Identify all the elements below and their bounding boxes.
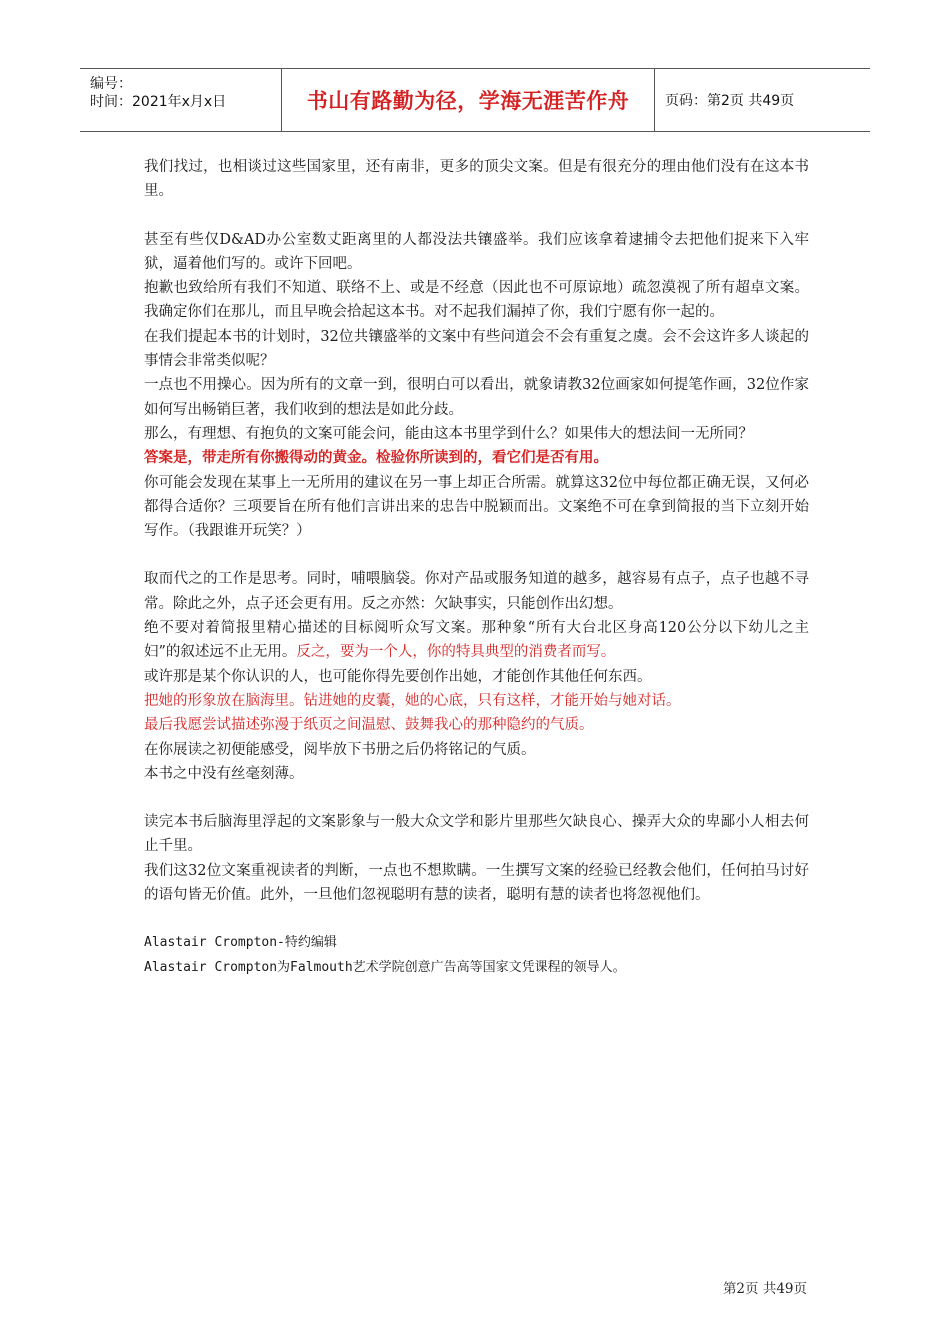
paragraph-text: 最后我愿尝试描述弥漫于纸页之间温慰、鼓舞我心的那种隐约的气质。 xyxy=(144,717,594,734)
body-paragraph xyxy=(144,616,809,665)
body-paragraph xyxy=(144,931,809,955)
header-meta-cell xyxy=(80,69,282,131)
paragraph-text: 把她的形象放在脑海里。钻进她的皮囊，她的心底，只有这样，才能开始与她对话。 xyxy=(144,692,681,709)
body-paragraph xyxy=(144,762,809,786)
paragraph-text: Alastair Crompton-特约编辑 xyxy=(144,935,337,951)
body-paragraph xyxy=(144,689,809,713)
body-paragraph xyxy=(144,713,809,737)
header-motto: 书山有路勤为径，学海无涯苦作舟 xyxy=(306,89,630,113)
paragraph-text: 我们这32位文案重视读者的判断，一点也不想欺瞒。一生撰写文案的经验已经教会他们，任何拍马讨好的语句皆无价值。此外，一旦他们忽视聪明有慧的读者，聪明有慧的读者也将忽视他们。 xyxy=(144,862,809,904)
paragraph-text: 本书之中没有丝毫刻薄。 xyxy=(144,765,304,782)
body-paragraph xyxy=(144,859,809,908)
body-paragraph xyxy=(144,665,809,689)
body-paragraph xyxy=(144,276,809,325)
header-motto-cell xyxy=(282,69,655,131)
page-footer: 第2页 共49页 xyxy=(722,1281,807,1297)
body-paragraph xyxy=(144,446,809,470)
body-paragraph xyxy=(144,422,809,446)
paragraph-text: 在我们提起本书的计划时，32位共镶盛举的文案中有些问道会不会有重复之虞。会不会这许多人谈起的事情会非常类似呢？ xyxy=(144,328,809,370)
body-paragraph xyxy=(144,373,809,422)
body-paragraph xyxy=(144,810,809,859)
body-paragraph xyxy=(144,956,809,980)
highlighted-text: 反之，要为一个人，你的特具典型的消费者而写。 xyxy=(296,644,616,661)
document-date-label: 时间：2021年x月x日 xyxy=(90,94,227,110)
paragraph-text: 或许那是某个你认识的人，也可能你得先要创作出她，才能创作其他任何东西。 xyxy=(144,668,652,685)
body-paragraph xyxy=(144,228,809,277)
paragraph-text: 在你展读之初便能感受，阅毕放下书册之后仍将铭记的气质。 xyxy=(144,741,536,758)
paragraph-text: 答案是，带走所有你搬得动的黄金。检验你所读到的，看它们是否有用。 xyxy=(144,450,608,467)
body-paragraph xyxy=(144,325,809,374)
header-page-cell xyxy=(655,69,870,131)
body-paragraph xyxy=(144,155,809,204)
document-number-label: 编号： xyxy=(90,76,132,92)
paragraph-text: 甚至有些仅D&AD办公室数丈距离里的人都没法共镶盛举。我们应该拿着逮捕令去把他们捉来下入牢狱，逼着他们写的。或许下回吧。 xyxy=(144,231,809,272)
paragraph-text: 抱歉也致给所有我们不知道、联络不上、或是不经意（因此也不可原谅地）疏忽漠视了所有超卓文案。我确定你们在那儿，而且早晚会拾起这本书。对不起我们漏掉了你，我们宁愿有你一起的。 xyxy=(144,280,809,321)
paragraph-text: 你可能会发现在某事上一无所用的建议在另一事上却正合所需。就算这32位中每位都正确无误，又何必都得合适你？三项要旨在所有他们言讲出来的忠告中脱颖而出。文案绝不可在拿到简报的当下立刻开始写作。（我跟谁开玩笑？） xyxy=(144,474,809,540)
page-header xyxy=(80,68,870,132)
paragraph-text: 那么，有理想、有抱负的文案可能会问，能由这本书里学到什么？如果伟大的想法间一无所同？ xyxy=(144,425,753,442)
paragraph-text: 一点也不用操心。因为所有的文章一到，很明白可以看出，就象请教32位画家如何提笔作画，32位作家如何写出畅销巨著，我们收到的想法是如此分歧。 xyxy=(144,377,809,418)
paragraph-text: 取而代之的工作是思考。同时，哺喂脑袋。你对产品或服务知道的越多，越容易有点子，点子也越不寻常。除此之外，点子还会更有用。反之亦然：欠缺事实，只能创作出幻想。 xyxy=(144,571,809,612)
body-paragraph xyxy=(144,567,809,616)
header-page-code: 页码：第2页 共49页 xyxy=(665,93,795,109)
paragraph-text: 我们找过，也相谈过这些国家里，还有南非，更多的顶尖文案。但是有很充分的理由他们没有在这本书里。 xyxy=(144,159,809,200)
paragraph-text: Alastair Crompton为Falmouth艺术学院创意广告高等国家文凭课程的领导人。 xyxy=(144,959,626,975)
document-body xyxy=(144,155,809,980)
body-paragraph xyxy=(144,471,809,544)
paragraph-text: 读完本书后脑海里浮起的文案影象与一般大众文学和影片里那些欠缺良心、操弄大众的卑鄙小人相去何止千里。 xyxy=(144,814,809,855)
body-paragraph xyxy=(144,738,809,762)
paragraph-text: 绝不要对着简报里精心描述的目标阅听众写文案。那种象“所有大台北区身高120公分以下幼儿之主妇”的叙述远不止无用。 xyxy=(144,620,809,661)
